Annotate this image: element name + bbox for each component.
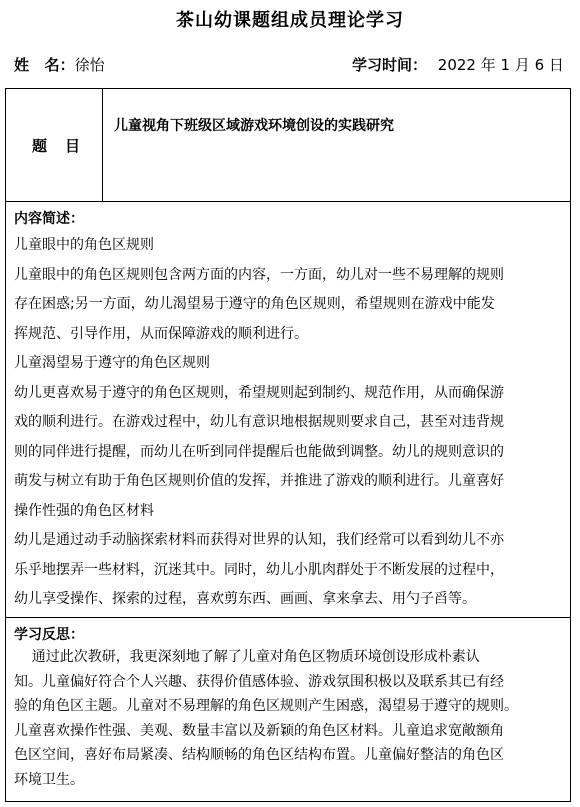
content-line: 儿童眼中的角色区规则包含两方面的内容，一方面，幼儿对一些不易理解的规则 [14,266,504,283]
reflection-line: 色区空间，喜好布局紧凑、结构顺畅的角色区结构布置。儿童偏好整洁的角色区 [14,747,504,763]
name-label: 姓 名： [14,56,75,74]
content-heading: 内容简述： [14,211,84,227]
content-line: 乐乎地摆弄一些材料，沉迷其中。同时，幼儿小肌肉群处于不断发展的过程中， [14,561,504,578]
date-value: 2022 年 1 月 6 日 [437,56,564,74]
content-line: 幼儿享受操作、探索的过程，喜欢剪东西、画画、拿来拿去、用勺子舀等。 [14,591,476,607]
content-line: 幼儿更喜欢易于遵守的角色区规则，希望规则起到制约、规范作用，从而确保游 [14,384,504,401]
name-value: 徐怡 [74,56,105,74]
content-line: 挥规范、引导作用，从而保障游戏的顺利进行。 [14,325,308,342]
reflection-line: 环境卫生。 [14,771,84,788]
content-section [6,202,570,618]
date-label: 学习时间： [352,56,428,74]
topic-label-cell [6,89,103,201]
reflection-line: 验的角色区主题。儿童对不易理解的角色区规则产生困惑，渴望易于遵守的规则。 [14,698,518,714]
reflection-line: 知。儿童偏好符合个人兴趣、获得价值感体验、游戏氛围积极以及联系其已有经 [14,673,504,690]
content-line: 儿童眼中的角色区规则 [14,237,154,253]
content-line: 儿童渴望易于遵守的角色区规则 [14,355,210,371]
study-table [5,88,571,802]
topic-row [6,89,570,202]
content-line: 则的同伴进行提醒，而幼儿在听到同伴提醒后也能做到调整。幼儿的规则意识的 [14,443,504,460]
content-line: 戏的顺利进行。在游戏过程中，幼儿有意识地根据规则要求自己，甚至对违背规 [14,414,504,430]
name-field [14,54,105,75]
topic-label: 题目 [32,137,99,155]
reflection-heading: 学习反思： [14,627,84,643]
reflection-section [6,618,570,801]
content-line: 操作性强的角色区材料 [14,502,154,519]
reflection-line: 儿童喜欢操作性强、美观、数量丰富以及新颖的角色区材料。儿童追求宽敞额角 [14,722,504,739]
content-line: 萌发与树立有助于角色区规则价值的发挥，并推进了游戏的顺利进行。儿童喜好 [14,473,504,489]
page-title: 茶山幼课题组成员理论学习 [176,10,404,31]
date-field [352,54,564,75]
reflection-line: 通过此次教研，我更深刻地了解了儿童对角色区物质环境创设形成朴素认 [14,649,480,665]
content-line: 存在困惑;另一方面，幼儿渴望易于遵守的角色区规则，希望规则在游戏中能发 [14,296,495,312]
content-line: 幼儿是通过动手动脑探索材料而获得对世界的认知，我们经常可以看到幼儿不亦 [14,532,504,548]
topic-text: 儿童视角下班级区域游戏环境创设的实践研究 [114,118,394,134]
